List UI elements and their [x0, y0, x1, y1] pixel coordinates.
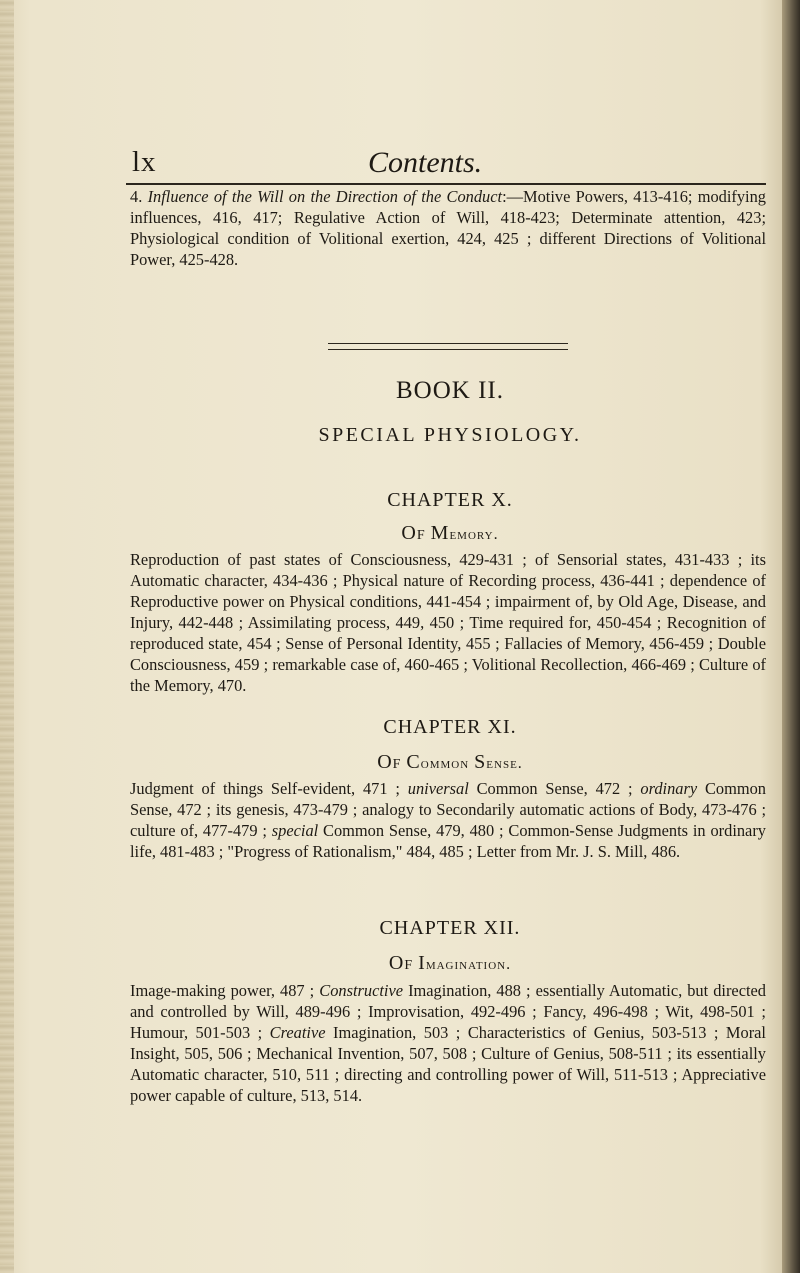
section-number: 4.: [130, 187, 143, 206]
chapter-10-body: Reproduction of past states of Consciousness, 429-431 ; of Sensorial states, 431-433 ; its Automatic character, 434-436 ; Physical nature of Recording process, 436-441 ; dependence of Reproductive power on Physical conditions, 441-454 ; impairment of, by Old Age, Disease, and Injury, 442-448 ; Assimilating process, 449, 450 ; Time required for, 450-454 ; Recognition of reproduced state, 454 ; Sense of Personal Identity, 455 ; Fallacies of Memory, 456-459 ; Double Consciousness, 459 ; remarkable case of, 460-465 ; Volitional Recollection, 466-469 ; Culture of the Memory, 470.: [130, 550, 766, 695]
chapter-12-subtitle: Of Imagination.: [388, 952, 512, 974]
page-binding-shadow: [782, 0, 800, 1273]
running-title: Contents.: [368, 146, 483, 179]
page-number: lx: [132, 146, 157, 178]
chapter-10-subtitle: Of Memory.: [401, 522, 499, 544]
section-body: :—Motive Powers, 413-416; modifying influences, 416, 417; Regulative Action of Will, 418-423; Determinate attention, 423; Physiological condition of Volitional exertion, 424, 425 ; different Directions of Volitional Power, 425-428.: [130, 187, 767, 269]
section-4-entry: [130, 186, 766, 270]
chapter-11-body: Judgment of things Self-evident, 471 ; universal Common Sense, 472 ; ordinary Common Sense, 472 ; its genesis, 473-479 ; analogy to Secondarily automatic actions of Body, 473-476 ; culture of, 477-479 ; special Common Sense, 479, 480 ; Common-Sense Judgments in ordinary life, 481-483 ; "Progress of Rationalism," 484, 485 ; Letter from Mr. J. S. Mill, 486.: [130, 779, 766, 861]
chapter-11-heading: CHAPTER XI.: [383, 716, 517, 738]
chapter-12-body: Image-making power, 487 ; Constructive Imagination, 488 ; essentially Automatic, but directed and controlled by Will, 489-496 ; Improvisation, 492-496 ; Fancy, 496-498 ; Wit, 498-501 ; Humour, 501-503 ; Creative Imagination, 503 ; Characteristics of Genius, 503-513 ; Moral Insight, 505, 506 ; Mechanical Invention, 507, 508 ; Culture of Genius, 508-511 ; its essentially Automatic character, 510, 511 ; directing and controlling power of Will, 511-513 ; Appreciative power capable of culture, 513, 514.: [130, 981, 766, 1105]
book-title: BOOK II.: [396, 377, 504, 404]
chapter-12-heading: CHAPTER XII.: [379, 917, 521, 939]
section-title: Influence of the Will on the Direction of the Conduct: [147, 187, 503, 206]
double-rule-divider: [328, 343, 568, 350]
header-rule: [126, 183, 766, 185]
page-left-edge: [0, 0, 14, 1273]
book-subtitle: SPECIAL PHYSIOLOGY.: [318, 424, 582, 446]
chapter-11-subtitle: Of Common Sense.: [377, 751, 523, 773]
chapter-10-heading: CHAPTER X.: [387, 489, 513, 511]
